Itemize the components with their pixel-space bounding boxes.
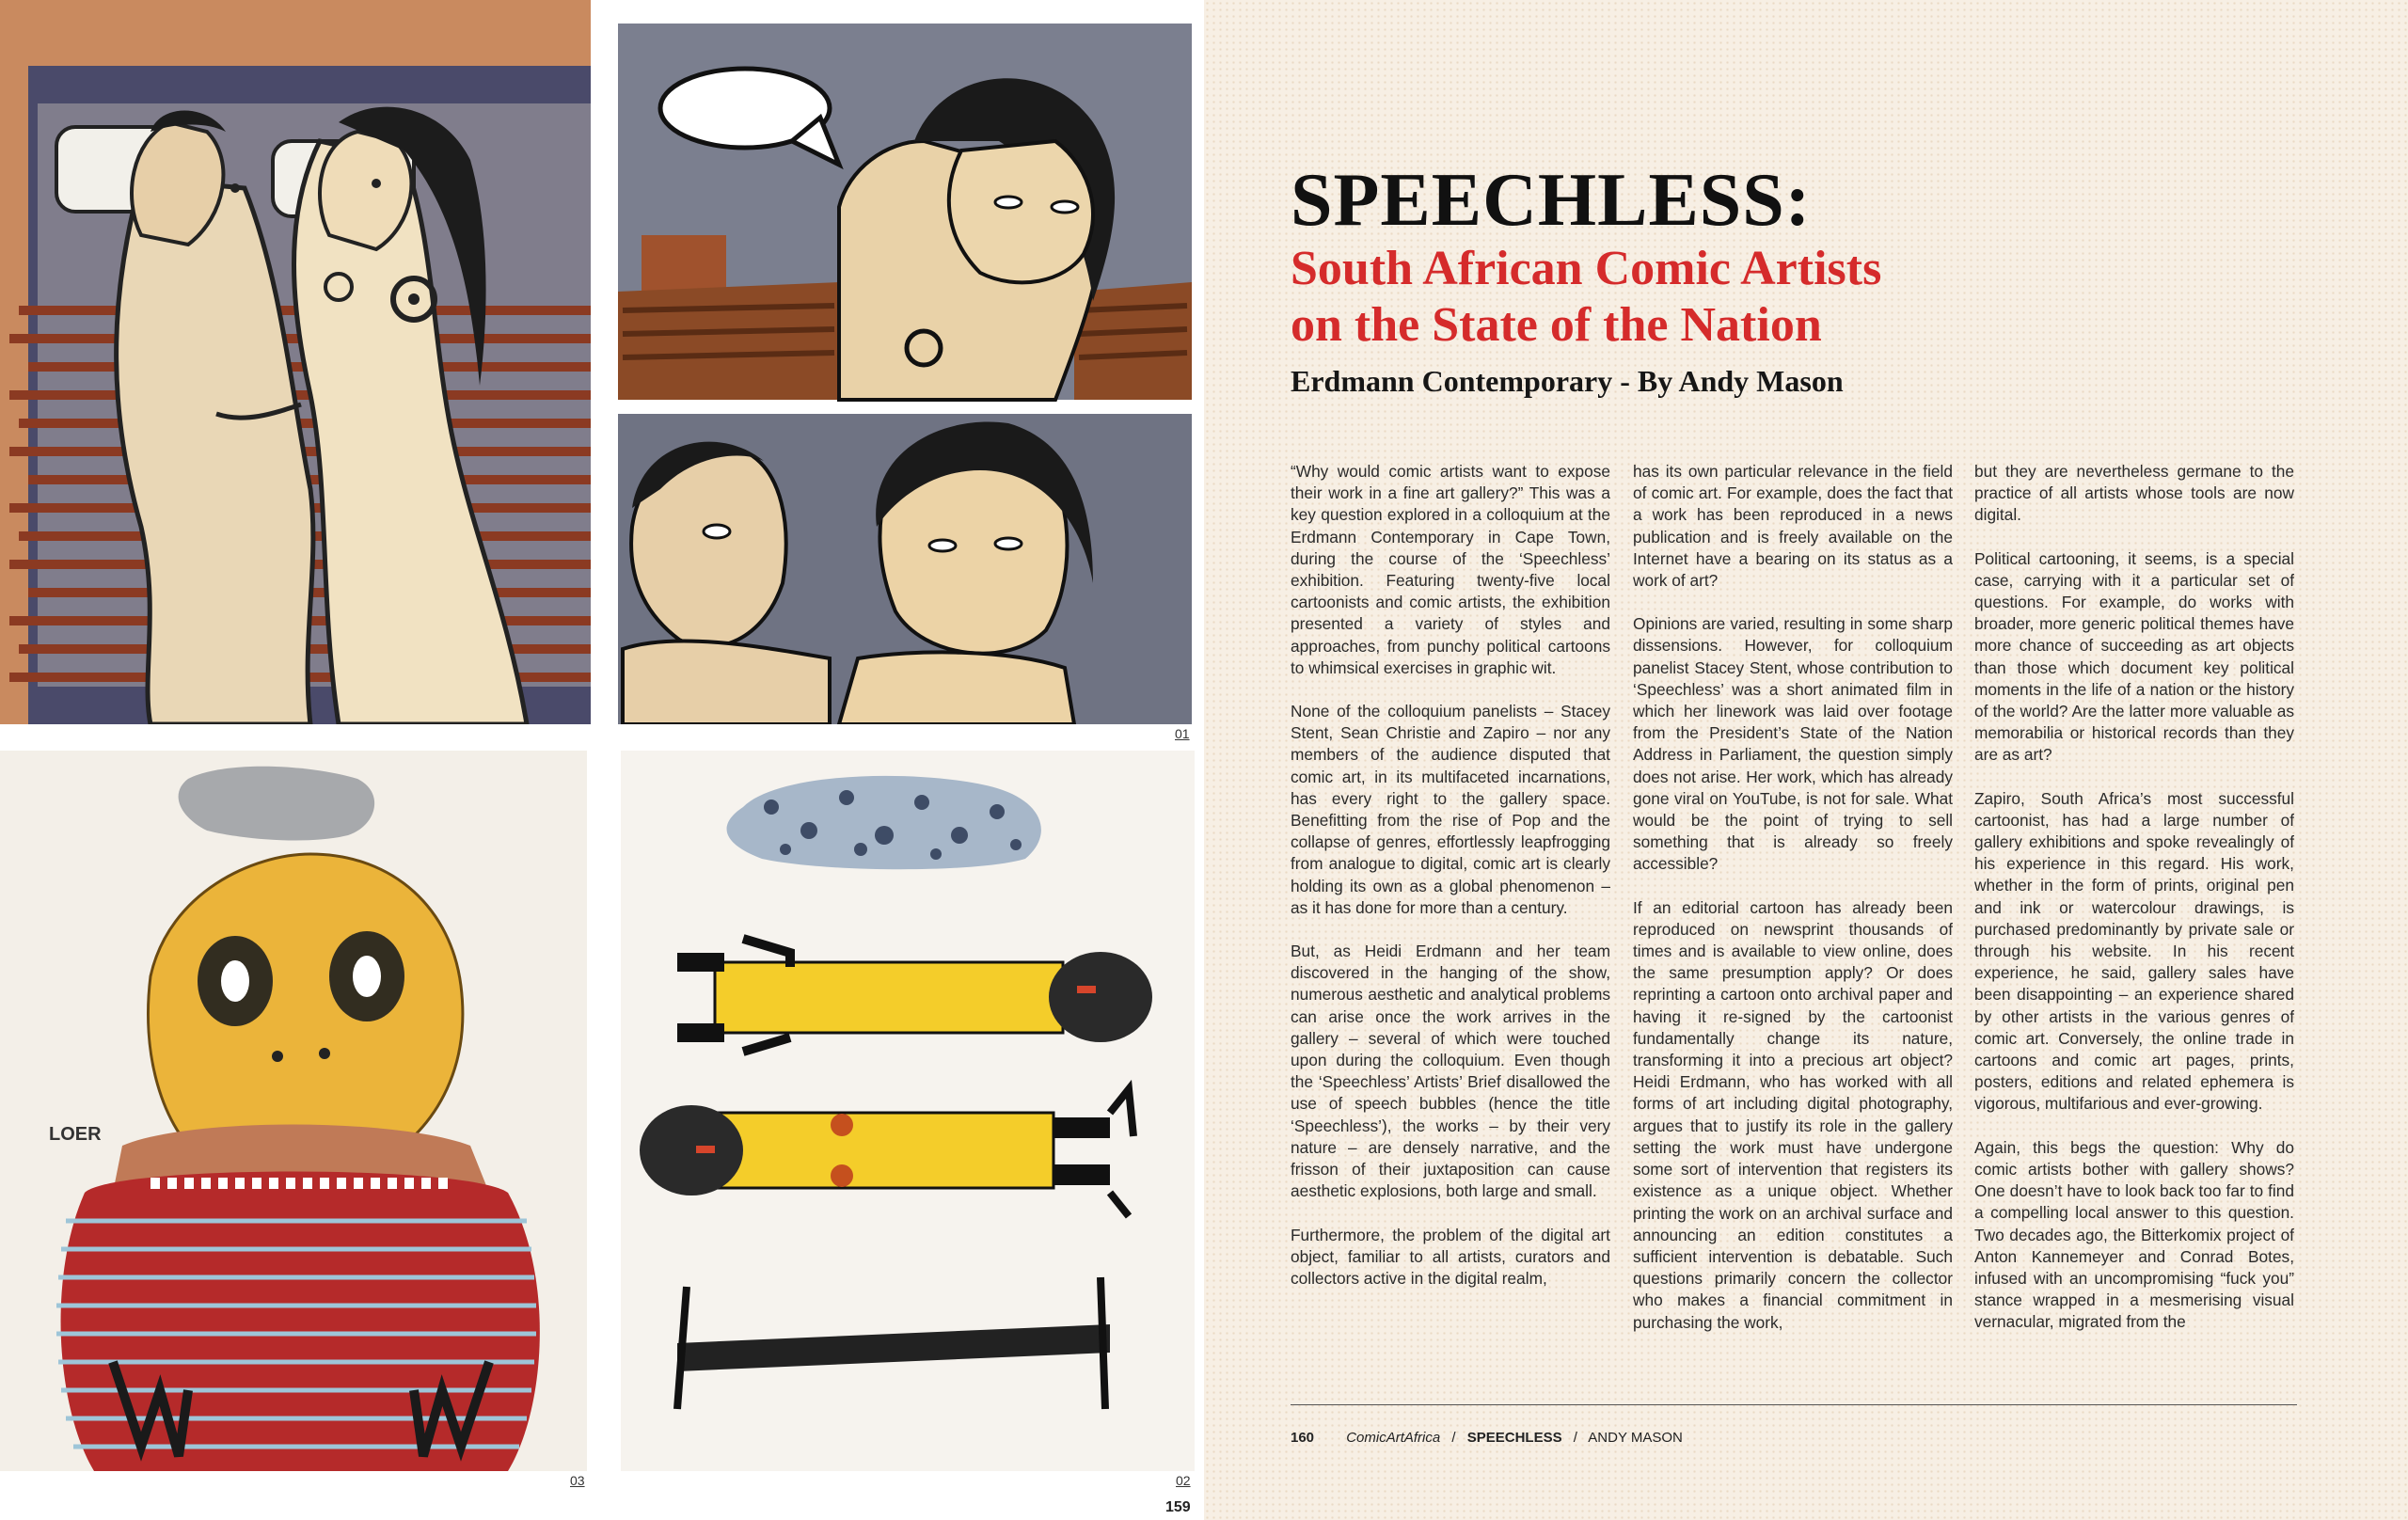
article-subtitle-line-1: South African Comic Artists xyxy=(1291,242,1882,295)
article-column-3 xyxy=(1974,461,2294,1378)
footer-author: ANDY MASON xyxy=(1588,1430,1683,1446)
left-page-number: 159 xyxy=(1165,1499,1191,1515)
footer-rule xyxy=(1291,1404,2297,1405)
page-footer xyxy=(1291,1430,1683,1446)
article-byline: Erdmann Contemporary - By Andy Mason xyxy=(1291,364,1844,398)
paragraph: Furthermore, the problem of the digital art object, familiar to all artists, curators and collectors active in the digital realm, xyxy=(1291,1225,1610,1288)
paragraph: but they are nevertheless germane to the practice of all artists whose tools are now digital. xyxy=(1974,462,2294,525)
paragraph: If an editorial cartoon has already been reproduced on newsprint thousands of times and is available to view online, does the same presumption apply? Or does reprinting a cartoon onto archival paper and having it re-signed by the cartoonist fundamentally change its nature, transforming it into a precious art object? Heidi Erdmann, who has worked with all forms of art including digital photography, argues that to justify its role in the gallery setting the work must have undergone some sort of intervention that registers its existence as a unique object. Whether printing the work on an archival surface and announcing an edition constitutes a sufficient intervention is debatable. Such questions primarily concern the collector who makes a financial commitment in purchasing the work, xyxy=(1633,897,1953,1332)
artwork-loer-figure xyxy=(0,751,587,1471)
footer-separator: / xyxy=(1573,1430,1577,1446)
artwork-yellow-figures xyxy=(621,751,1195,1471)
right-page xyxy=(1204,0,2408,1520)
paragraph: “Why would comic artists want to expose their work in a fine art gallery?” This was a key question explored in a colloquium at the Erdmann Contemporary in Cape Town, during the course of the ‘Speechless’ exhibition. Featuring twenty-five local cartoonists and comic artists, the exhibition presented a variety of styles and approaches, from punchy political cartoons to whimsical exercises in graphic wit. xyxy=(1291,462,1610,677)
footer-separator: / xyxy=(1451,1430,1456,1446)
article-subtitle-line-2: on the State of the Nation xyxy=(1291,298,1822,352)
loer-label: LOER xyxy=(49,1124,102,1145)
artwork-couple-in-bed xyxy=(0,0,591,724)
paragraph: Opinions are varied, resulting in some sharp dissensions. However, for colloquium panelist Stacey Stent, whose contribution to ‘Speechless’ was a short animated film in which her linework was laid over footage from the President’s State of the Nation Address in Parliament, the question simply does not arise. Her work, which has already gone viral on YouTube, is not for sale. What would be the point of trying to sell something that is already so freely accessible? xyxy=(1633,614,1953,874)
paragraph: Political cartooning, it seems, is a special case, carrying with it a particular set of questions. For example, do works with broader, more generic political themes have more chance of succeeding as art objects than those which document key political moments in the life of a nation or the history of the world? Are the latter more valuable as memorabilia or historical records than they are as art? xyxy=(1974,548,2294,765)
artwork-bedroom-conversation xyxy=(604,0,1204,724)
paragraph: Zapiro, South Africa’s most successful cartoonist, has had a large number of gallery exhibitions and spoke revealingly of his experience in this regard. His work, whether in the form of prints, original pen and ink or watercolour drawings, is purchased predominantly by private sale or through his website. In his recent experience, he said, gallery sales have been disappointing – an experience shared by other artists in the various genres of comic art. Conversely, the online trade in cartoons and comic art pages, prints, posters, editions and related ephemera is vigorous, multifarious and ever-growing. xyxy=(1974,788,2294,1114)
article-column-1 xyxy=(1291,461,1610,1378)
article-title-block xyxy=(1291,160,2325,401)
paragraph: None of the colloquium panelists – Stacey Stent, Sean Christie and Zapiro – nor any members of the audience disputed that comic art, in its multifaceted incarnations, has every right to the gallery space. Benefitting from the rise of Pop and the collapse of genres, effortlessly leapfrogging from analogue to digital, comic art is clearly holding its own as a global phenomenon – as it has done for more than a century. xyxy=(1291,702,1610,917)
paragraph: has its own particular relevance in the field of comic art. For example, does the fact that a work has been reproduced in a news publication and is freely available on the Internet have a bearing on its status as a work of art? xyxy=(1633,462,1953,591)
paragraph: Again, this begs the question: Why do comic artists bother with gallery shows? One doesn’t have to look back too far to find a compelling local answer to this question. Two decades ago, the Bitterkomix project of Anton Kannemeyer and Conrad Botes, infused with an uncompromising “fuck you” stance wrapped in a mesmerising visual vernacular, migrated from the xyxy=(1974,1137,2294,1332)
panel-label-03: 03 xyxy=(570,1473,585,1488)
panel-label-01: 01 xyxy=(1175,726,1190,741)
article-column-2 xyxy=(1633,461,1953,1378)
right-page-number: 160 xyxy=(1291,1430,1315,1446)
footer-publication: ComicArtAfrica xyxy=(1346,1430,1441,1446)
footer-section: SPEECHLESS xyxy=(1466,1430,1562,1446)
paragraph: But, as Heidi Erdmann and her team discovered in the hanging of the show, numerous aesthetic and analytical problems can arise once the work arrives in the gallery – several of which were touched upon during the colloquium. Even though the ‘Speechless’ Artists’ Brief disallowed the use of speech bubbles (hence the title ‘Speechless’), the works – by their very nature – are densely narrative, and the frisson of their juxtaposition can cause aesthetic explosions, both large and small. xyxy=(1291,942,1610,1201)
panel-label-02: 02 xyxy=(1176,1473,1191,1488)
article-title: SPEECHLESS: xyxy=(1291,159,1812,242)
